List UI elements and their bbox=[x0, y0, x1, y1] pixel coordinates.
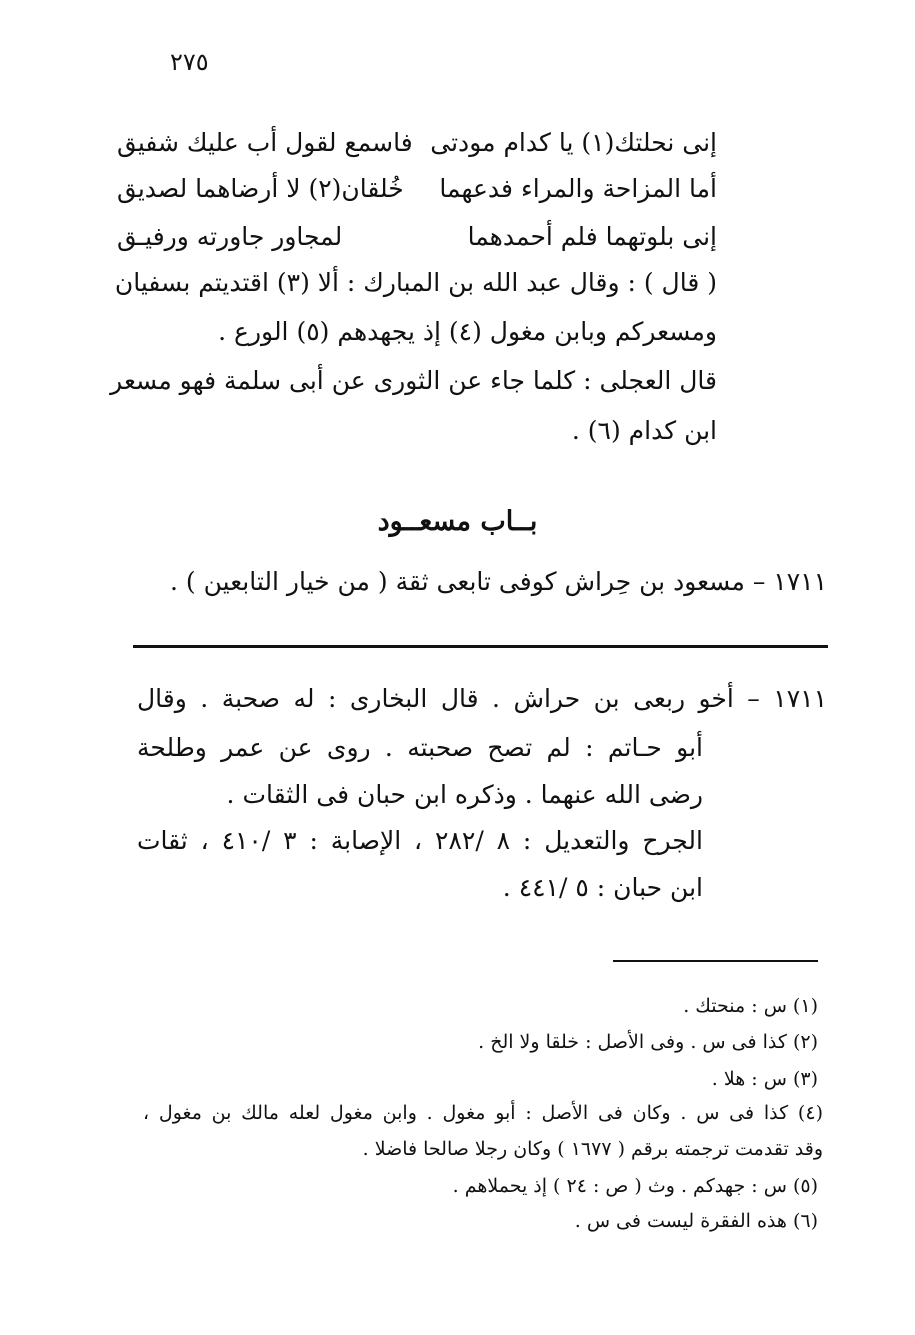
note-line-5: ابن حبان : ٥ /٤٤١ . bbox=[502, 873, 703, 902]
prose-line-4: ابن كدام (٦) . bbox=[571, 416, 717, 445]
footnote-4-continued: وقد تقدمت ترجمته برقم ( ١٦٧٧ ) وكان رجلا صالحا فاضلا . bbox=[362, 1138, 823, 1160]
section-heading: بــاب مسعــود bbox=[377, 506, 538, 537]
verse-line-2 bbox=[117, 166, 717, 210]
verse-hemistich-left: فاسمع لقول أب عليك شفيق bbox=[117, 127, 413, 157]
entry-1711: ١٧١١ – مسعود بن حِراش كوفى تابعى ثقة ( من خيار التابعين ) . bbox=[170, 567, 827, 596]
footnote-5: (٥) س : جهدكم . وث ( ص : ٢٤ ) إذ يحملاهم . bbox=[452, 1175, 818, 1197]
footnote-1: (١) س : منحتك . bbox=[683, 995, 818, 1017]
verse-hemistich-left: خُلقان(٢) لا أرضاهما لصديق bbox=[117, 173, 404, 203]
footnote-6: (٦) هذه الفقرة ليست فى س . bbox=[574, 1210, 818, 1232]
prose-line-1: ( قال ) : وقال عبد الله بن المبارك : ألا (٣) اقتديتم بسفيان bbox=[114, 268, 717, 297]
verse-line-3 bbox=[117, 214, 717, 258]
verse-line-1 bbox=[117, 120, 717, 164]
note-line-3: رضى الله عنهما . وذكره ابن حبان فى الثقات . bbox=[226, 780, 703, 809]
verse-hemistich-right: إنى نحلتك(١) يا كدام مودتى bbox=[430, 127, 717, 157]
prose-line-2: ومسعركم وبابن مغول (٤) إذ يجهدهم (٥) الورع . bbox=[218, 317, 717, 346]
footnote-2: (٢) كذا فى س . وفى الأصل : خلقا ولا الخ . bbox=[478, 1031, 818, 1053]
verse-hemistich-left: لمجاور جاورته ورفيـق bbox=[117, 221, 343, 251]
section-divider bbox=[133, 645, 828, 648]
footnote-divider bbox=[613, 960, 818, 962]
verse-hemistich-right: أما المزاحة والمراء فدعهما bbox=[439, 173, 717, 203]
page-number: ٢٧٥ bbox=[170, 48, 209, 76]
note-line-4: الجرح والتعديل : ٨ /٢٨٢ ، الإصابة : ٣ /٤١٠ ، ثقات bbox=[137, 826, 703, 855]
verse-hemistich-right: إنى بلوتهما فلم أحمدهما bbox=[467, 221, 717, 251]
prose-line-3: قال العجلى : كلما جاء عن الثورى عن أبى سلمة فهو مسعر bbox=[110, 366, 717, 395]
footnote-3: (٣) س : هلا . bbox=[711, 1068, 818, 1090]
note-line-2: أبو حـاتم : لم تصح صحبته . روى عن عمر وطلحة bbox=[137, 733, 703, 762]
footnote-4: (٤) كذا فى س . وكان فى الأصل : أبو مغول . وابن مغول لعله مالك بن مغول ، bbox=[143, 1102, 823, 1124]
note-line-1: ١٧١١ – أخو ربعى بن حراش . قال البخارى : له صحبة . وقال bbox=[137, 684, 827, 713]
